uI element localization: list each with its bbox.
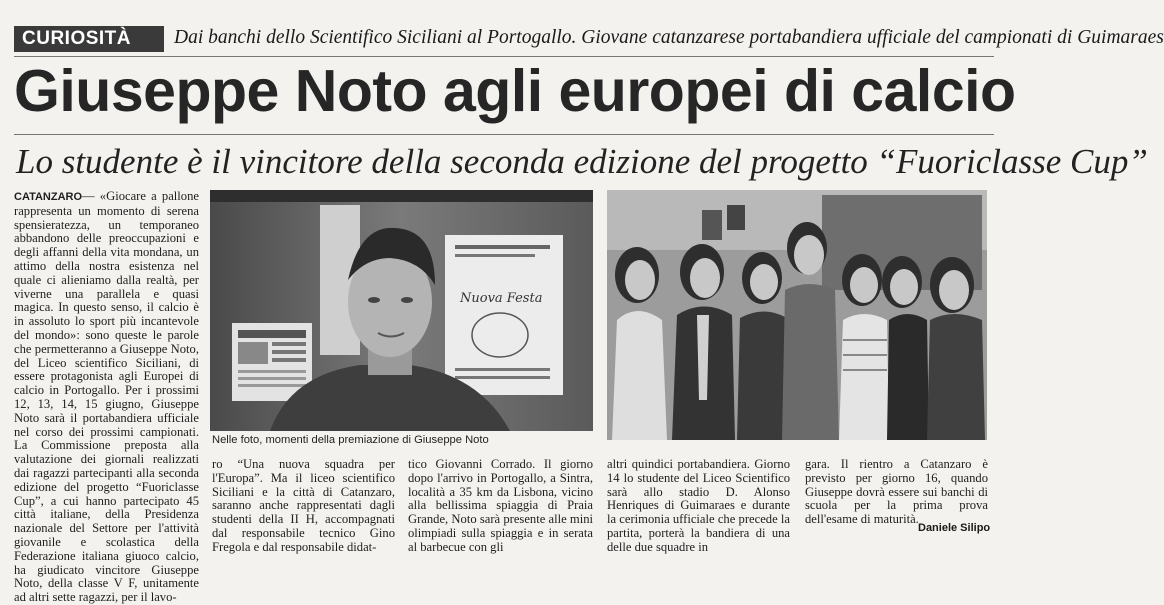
dateline: CATANZARO xyxy=(14,191,83,203)
article-column-2: ro “Una nuova squadra per l'Europa”. Ma il liceo scientifico Siciliani e la città di Catanzaro, saranno anche rappresentati dagli studenti della II H, accompagnati dal responsabile tecnico Gino Fregola e dal responsabile didat- xyxy=(212,457,395,554)
article-column-3: tico Giovanni Corrado. Il giorno dopo l'arrivo in Portogallo, a Sintra, località a 35 km da Lisbona, vicino alla bellissima spiaggia di Praia Grande, Noto sarà presente alle mini olimpiadi sulla spiaggia e in serata al barbecue con gli xyxy=(408,457,593,554)
divider xyxy=(14,134,994,135)
photo-caption: Nelle foto, momenti della premiazione di Giuseppe Noto xyxy=(212,434,489,446)
headline: Giuseppe Noto agli europei di calcio xyxy=(14,58,1016,124)
photo-students-group xyxy=(607,190,987,440)
article-text: — «Giocare a pallone rappresenta un momento di serena spensieratezza, un temporaneo abbandono delle preoccupazioni e degli affanni della vita mondana, un attimo della nostra esistenza nel quale ci alieniamo dalla realtà, per viverne una parallela e quasi magica. In questo senso, il calcio è in assoluto lo sport più incantevole del mondo»: sono queste le parole che permetteranno a Giuseppe Noto, del Liceo scientifico Siciliani, di essere protagonista agli Europei di calcio in Portogallo. Per i prossimi 12, 13, 14, 15 giugno, Giuseppe Noto sarà il portabandiera ufficiale nel corso dei prossimi campionati. La Commissione preposta alla valutazione dei giornali realizzati dai ragazzi partecipanti alla seconda edizione del progetto “Fuoriclasse Cup”, a cui hanno partecipato 45 città italiane, della Presidenza nazionale del Settore per l'attività giovanile e scolastica della Federazione italiana giuoco calcio, ha giudicato vincitore Giuseppe Noto, della classe V F, unitamente ad altri sette ragazzi, per il lavo- xyxy=(14,189,199,605)
photo-giuseppe-noto xyxy=(210,190,593,431)
article-column-5: gara. Il rientro a Catanzaro è previsto per giorno 16, quando Giuseppe dovrà essere sui banchi di scuola per la prima prova dell'esame di maturità. xyxy=(805,457,988,527)
svg-text:Nuova Festa: Nuova Festa xyxy=(460,291,543,306)
article-column-1 xyxy=(14,189,199,605)
byline: Daniele Silipo xyxy=(918,522,991,534)
subheadline: Lo studente è il vincitore della seconda edizione del progetto “Fuoriclasse Cup” xyxy=(16,142,1148,181)
article-column-4: altri quindici portabandiera. Giorno 14 lo studente del Liceo Scientifico sarà allo stadio D. Alonso Henriques di Guimaraes e durante la cerimonia ufficiale che precede la partita, porterà la bandiera di una delle due squadre in xyxy=(607,457,790,554)
section-tag: CURIOSITÀ xyxy=(14,26,164,52)
kicker: Dai banchi dello Scientifico Siciliani al Portogallo. Giovane catanzarese portabandiera ufficiale del campionati di Guimaraes xyxy=(174,27,1164,48)
